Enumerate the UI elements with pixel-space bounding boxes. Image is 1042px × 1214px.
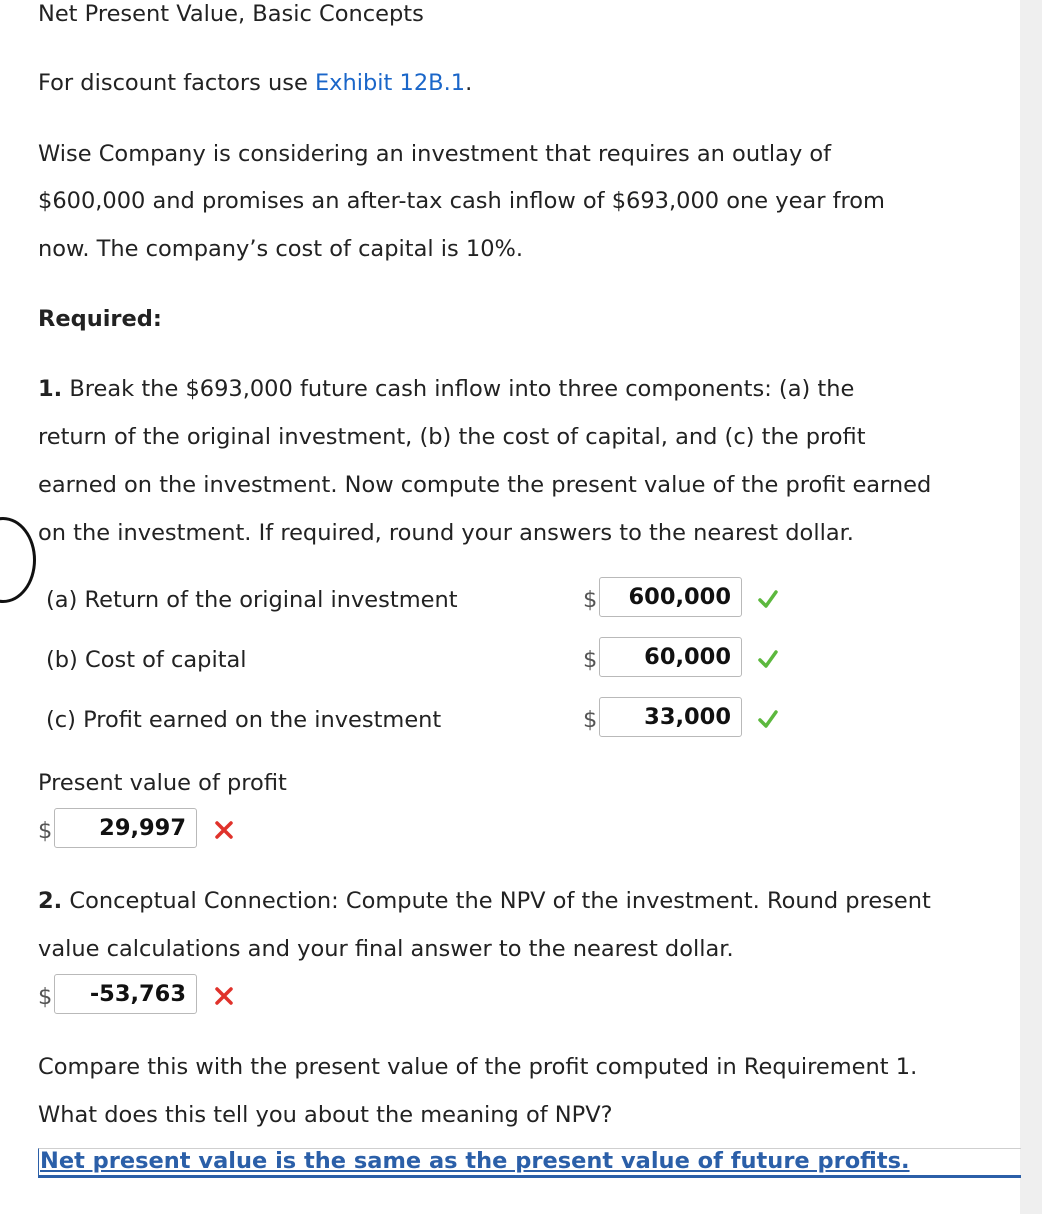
discount-prefix: For discount factors use (38, 70, 315, 96)
answer-select[interactable]: Net present value is the same as the present value of future profits. (40, 1148, 910, 1174)
q1-line-2: return of the original investment, (b) the cost of capital, and (c) the profit (38, 424, 866, 450)
discount-note (38, 59, 472, 107)
q1-line-3: earned on the investment. Now compute the present value of the profit earned (38, 472, 932, 498)
npv-currency: $ (38, 984, 53, 1010)
row-b-input[interactable]: 60,000 (599, 637, 742, 677)
compare-line-2: What does this tell you about the meaning of NPV? (38, 1102, 613, 1128)
q2-line-2: value calculations and your final answer to the nearest dollar. (38, 936, 734, 962)
q2-text-1: Conceptual Connection: Compute the NPV of the investment. Round present (69, 888, 931, 914)
intro-line-2: $600,000 and promises an after-tax cash inflow of $693,000 one year from (38, 188, 885, 214)
pv-label: Present value of profit (38, 770, 287, 796)
page-title: Net Present Value, Basic Concepts (38, 1, 424, 27)
row-a-currency: $ (583, 587, 598, 613)
page-edge-arc (0, 517, 36, 603)
q1-number: 1. (38, 376, 63, 402)
x-icon (213, 819, 235, 841)
npv-input[interactable]: -53,763 (54, 974, 197, 1014)
required-heading: Required: (38, 306, 162, 332)
row-b-label: (b) Cost of capital (46, 647, 247, 673)
row-a-label: (a) Return of the original investment (46, 587, 458, 613)
compare-line-1: Compare this with the present value of the profit computed in Requirement 1. (38, 1054, 918, 1080)
row-c-input[interactable]: 33,000 (599, 697, 742, 737)
check-icon (757, 648, 779, 670)
q1-line-1 (38, 365, 854, 413)
row-c-label: (c) Profit earned on the investment (46, 707, 442, 733)
q2-number: 2. (38, 888, 63, 914)
q1-line-4: on the investment. If required, round your answers to the nearest dollar. (38, 520, 854, 546)
pv-currency: $ (38, 818, 53, 844)
row-b-currency: $ (583, 647, 598, 673)
check-icon (757, 708, 779, 730)
exhibit-link[interactable]: Exhibit 12B.1 (314, 70, 466, 96)
discount-suffix: . (465, 70, 473, 96)
scrollbar-track[interactable] (1020, 0, 1042, 1214)
check-icon (757, 588, 779, 610)
q2-line-1 (38, 877, 931, 925)
intro-line-1: Wise Company is considering an investment that requires an outlay of (38, 141, 832, 167)
x-icon (213, 985, 235, 1007)
row-a-input[interactable]: 600,000 (599, 577, 742, 617)
q1-text-1: Break the $693,000 future cash inflow into three components: (a) the (69, 376, 855, 402)
pv-input[interactable]: 29,997 (54, 808, 197, 848)
row-c-currency: $ (583, 707, 598, 733)
intro-line-3: now. The company’s cost of capital is 10%. (38, 236, 524, 262)
